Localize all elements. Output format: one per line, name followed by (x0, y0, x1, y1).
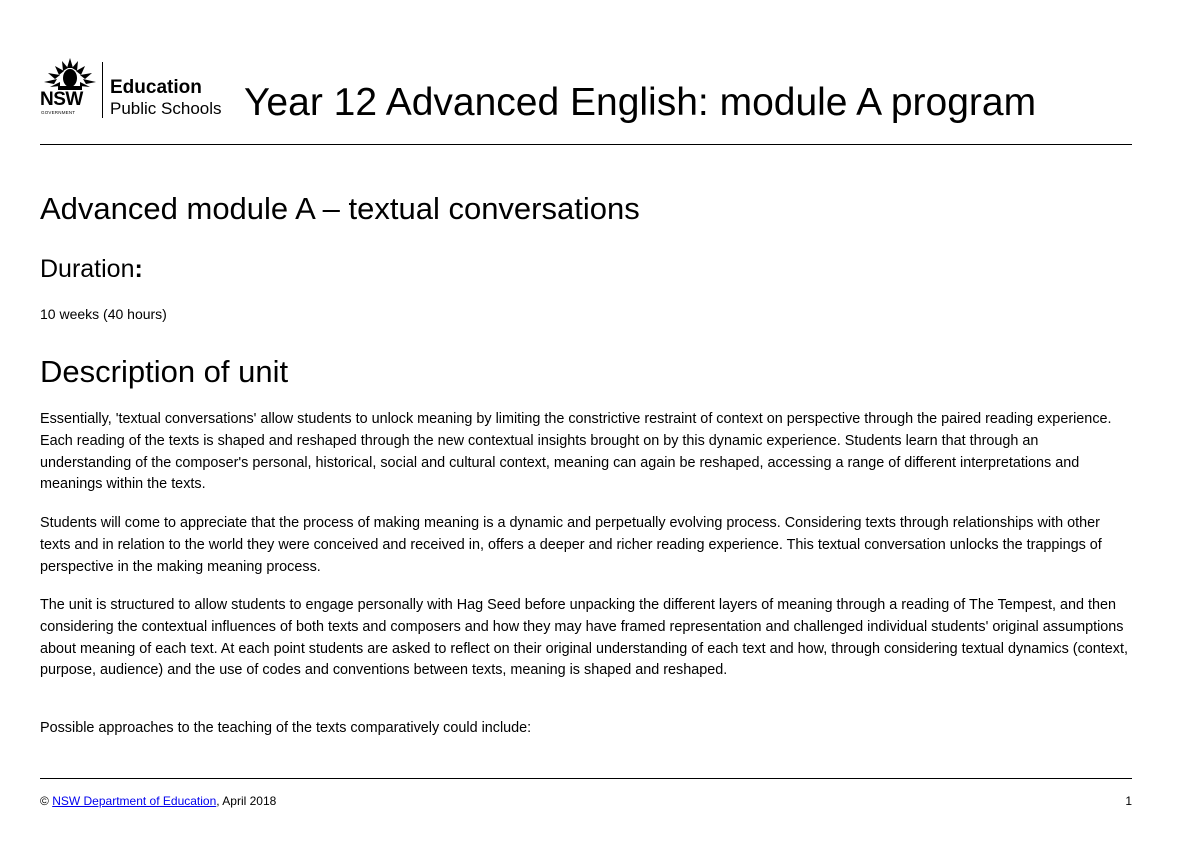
nsw-department-link[interactable]: NSW Department of Education (52, 794, 217, 808)
description-heading: Description of unit (40, 354, 289, 389)
copyright-symbol: © (40, 794, 53, 808)
paragraph-4: Possible approaches to the teaching of the texts comparatively could include: (40, 720, 532, 736)
duration-label: Duration (40, 255, 135, 283)
footer-date: , April 2018 (216, 794, 277, 808)
module-heading: Advanced module A – textual conversations (40, 191, 640, 226)
public-schools-wordmark: Public Schools (110, 99, 222, 118)
government-wordmark: GOVERNMENT (41, 110, 76, 115)
duration-colon: : (134, 255, 143, 283)
paragraph-3: The unit is structured to allow students to engage personally with Hag Seed before unpacking the different layers of meaning through a reading of The Tempest, and then considering the contextual influences of both texts and composers and how they may have framed representation and challenged individual students' original assumptions about meaning of each text. At each point students are asked to reflect on their original understanding of each text and how, through considering textual dynamics (context, purpose, audience) and the use of codes and conventions between texts, meaning is shaped and reshaped. (40, 597, 1128, 679)
page-header (40, 56, 1132, 126)
page-number: 1 (1125, 794, 1132, 808)
nsw-education-logo (40, 56, 240, 120)
document-title: Year 12 Advanced English: module A program (244, 81, 1037, 124)
paragraph-2: Students will come to appreciate that the process of making meaning is a dynamic and perpetually evolving process. Considering texts through relationships with other texts and in relation to the world they were conceived and received in, offers a deeper and richer reading experience. This textual conversation unlocks the trappings of perspective in the making meaning process. (40, 515, 1102, 575)
footer-divider (40, 778, 1132, 779)
header-divider (40, 144, 1132, 145)
nsw-wordmark: NSW (40, 89, 83, 110)
page-footer (40, 793, 1132, 809)
education-wordmark: Education (110, 77, 202, 98)
logo-divider (102, 62, 103, 118)
duration-heading (40, 254, 143, 284)
duration-value: 10 weeks (40 hours) (40, 306, 167, 322)
waratah-icon (40, 56, 100, 92)
paragraph-1: Essentially, 'textual conversations' allow students to unlock meaning by limiting the constrictive restraint of context on perspective through the paired reading experience. Each reading of the texts is shaped and reshaped through the new contextual insights brought on by this dynamic experience. Students learn that through an understanding of the composer's personal, historical, social and cultural context, meaning can again be reshaped, accessing a range of different interpretations and meanings within the texts. (40, 411, 1112, 493)
